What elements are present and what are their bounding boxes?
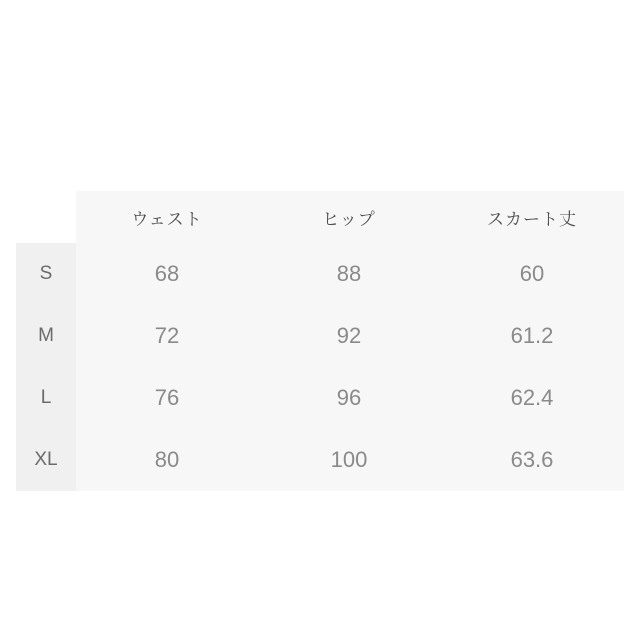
cell-hip: 92 bbox=[336, 323, 362, 348]
table-header-row bbox=[16, 191, 624, 243]
cell-waist: 72 bbox=[154, 323, 180, 348]
cell-hip: 100 bbox=[330, 447, 368, 472]
cell-skirt-length: 63.6 bbox=[510, 447, 554, 472]
column-header-skirt-length: スカート丈 bbox=[487, 209, 577, 229]
table-row bbox=[16, 429, 624, 491]
row-size-label: M bbox=[16, 305, 76, 367]
cell-waist: 68 bbox=[154, 261, 180, 286]
cell-skirt-length: 62.4 bbox=[510, 385, 554, 410]
row-size-label: S bbox=[16, 243, 76, 305]
cell-hip: 96 bbox=[336, 385, 362, 410]
row-size-label: XL bbox=[16, 429, 76, 491]
row-size-label: L bbox=[16, 367, 76, 429]
table-row bbox=[16, 305, 624, 367]
cell-waist: 80 bbox=[154, 447, 180, 472]
table-row bbox=[16, 367, 624, 429]
cell-skirt-length: 61.2 bbox=[510, 323, 554, 348]
size-chart-table bbox=[16, 191, 624, 491]
cell-waist: 76 bbox=[154, 385, 180, 410]
column-header-hip: ヒップ bbox=[322, 209, 376, 229]
column-header-waist: ウェスト bbox=[131, 209, 203, 229]
table-corner-cell bbox=[16, 191, 76, 243]
table-row bbox=[16, 243, 624, 305]
cell-hip: 88 bbox=[336, 261, 362, 286]
cell-skirt-length: 60 bbox=[519, 261, 545, 286]
